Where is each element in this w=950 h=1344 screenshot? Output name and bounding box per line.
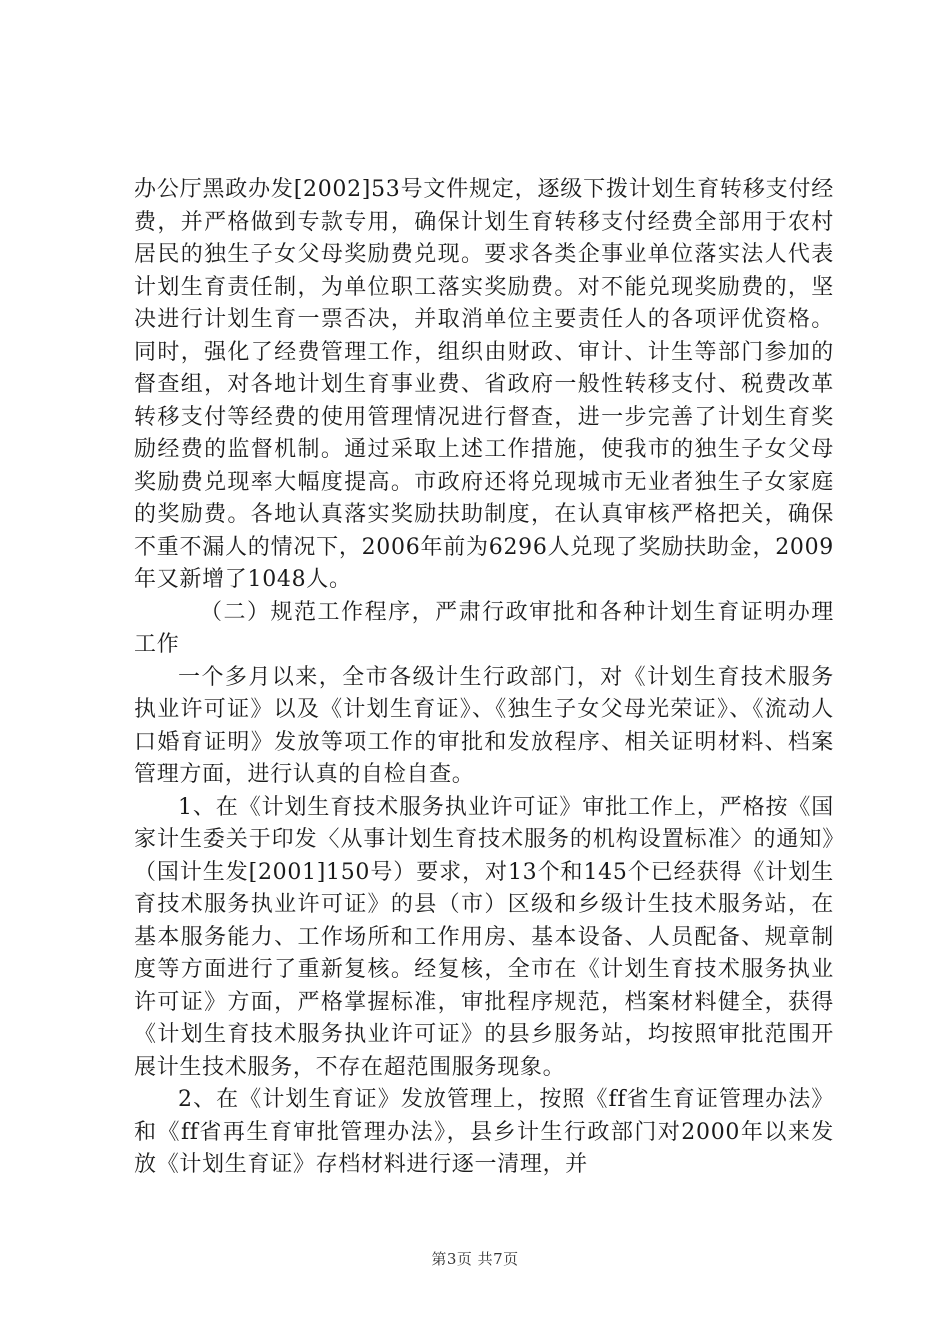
page-footer: 第3页 共7页	[431, 1250, 519, 1268]
paragraph-continuation: 办公厅黑政办发[2002]53号文件规定，逐级下拨计划生育转移支付经费，并严格做到专款专用，确保计划生育转移支付经费全部用于农村居民的独生子女父母奖励费兑现。要求各类企事业单位落实法人代表计划生育责任制，为单位职工落实奖励费。对不能兑现奖励费的，坚决进行计划生育一票否决，并取消单位主要责任人的各项评优资格。同时，强化了经费管理工作，组织由财政、审计、计生等部门参加的督查组，对各地计划生育事业费、省政府一般性转移支付、税费改革转移支付等经费的使用管理情况进行督查，进一步完善了计划生育奖励经费的监督机制。通过采取上述工作措施，使我市的独生子女父母奖励费兑现率大幅度提高。市政府还将兑现城市无业者独生子女家庭的奖励费。各地认真落实奖励扶助制度，在认真审核严格把关，确保不重不漏人的情况下，2006年前为6296人兑现了奖励扶助金，2009年又新增了1048人。	[134, 177, 834, 592]
paragraph-self-inspection: 一个多月以来，全市各级计生行政部门，对《计划生育技术服务执业许可证》以及《计划生育证》、《独生子女父母光荣证》、《流动人口婚育证明》发放等项工作的审批和发放程序、相关证明材料、档案管理方面，进行认真的自检自查。	[134, 664, 834, 787]
paragraph-item-2: 2、在《计划生育证》发放管理上，按照《ff省生育证管理办法》和《ff省再生育审批管理办法》，县乡计生行政部门对2000年以来发放《计划生育证》存档材料进行逐一清理，并	[134, 1087, 834, 1177]
paragraph-item-1: 1、在《计划生育技术服务执业许可证》审批工作上，严格按《国家计生委关于印发〈从事计划生育技术服务的机构设置标准〉的通知》（国计生发[2001]150号）要求，对13个和145个已经获得《计划生育技术服务执业许可证》的县（市）区级和乡级计生技术服务站，在基本服务能力、工作场所和工作用房、基本设备、人员配备、规章制度等方面进行了重新复核。经复核，全市在《计划生育技术服务执业许可证》方面，严格掌握标准，审批程序规范，档案材料健全，获得《计划生育技术服务执业许可证》的县乡服务站，均按照审批范围开展计生技术服务，不存在超范围服务现象。	[134, 794, 834, 1080]
section-heading: （二）规范工作程序，严肃行政审批和各种计划生育证明办理工作	[134, 599, 834, 657]
document-body	[134, 174, 834, 1182]
